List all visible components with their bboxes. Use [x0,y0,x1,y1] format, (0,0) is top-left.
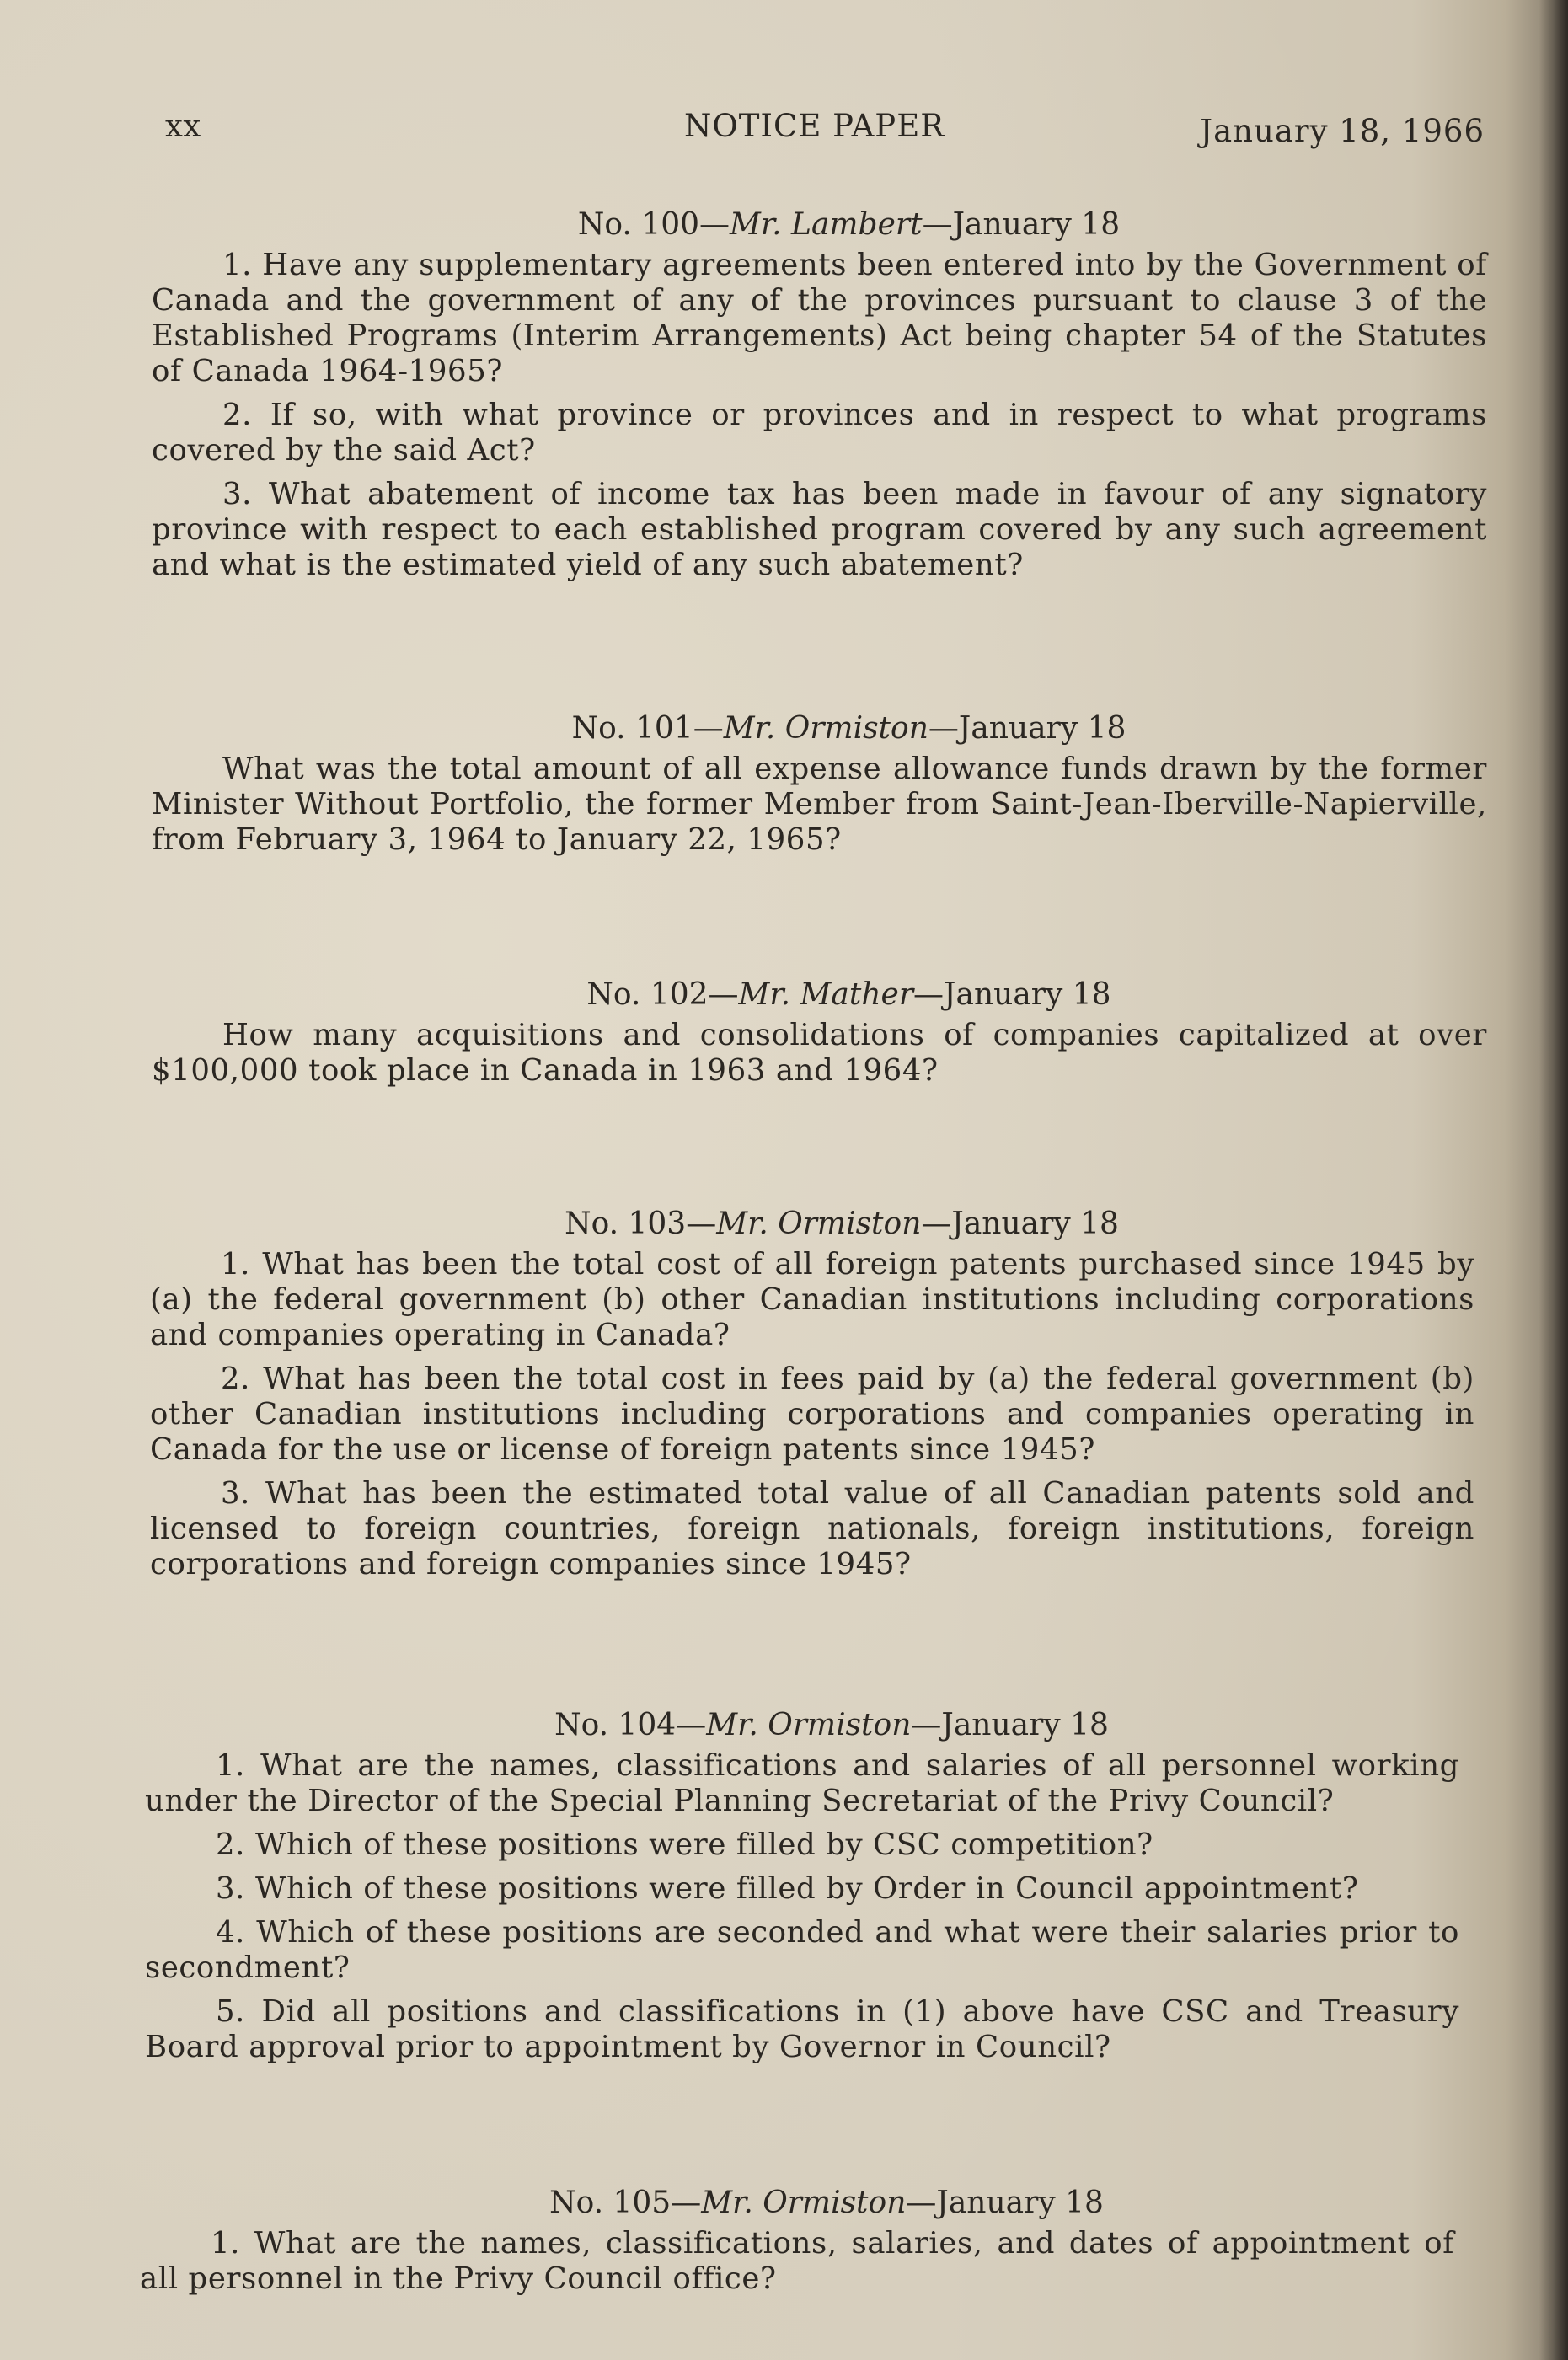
question-105 [140,2184,1454,2305]
question-paragraph: 1. Have any supplementary agreements been entered into by the Government of Canada and the government of any of the provinces pursuant to clause 3 of the Established Programs (Interim Arrangements) Act being chapter 54 of the Statutes of Canada 1964-1965? [152,248,1487,388]
question-heading [150,1205,1474,1244]
question-date: —January 18 [928,711,1126,746]
question-paragraph: 1. What has been the total cost of all foreign patents purchased since 1945 by (a) the federal government (b) other Canadian institutions including corporations and companies operating in Canada? [150,1247,1474,1352]
question-paragraph: 2. If so, with what province or provinces and in respect to what programs covered by the said Act? [152,398,1487,468]
question-heading [145,1706,1459,1745]
question-heading [152,206,1487,244]
question-date: —January 18 [913,977,1111,1012]
question-member: Mr. Mather [738,977,914,1012]
question-date: —January 18 [911,1708,1109,1742]
question-paragraph: 3. Which of these positions were filled by Order in Council appointment? [216,1871,1359,1906]
question-member: Mr. Ormiston [701,2186,907,2220]
question-heading [152,709,1487,748]
question-100 [152,206,1487,591]
question-paragraph: 3. What has been the estimated total value of all Canadian patents sold and licensed to foreign countries, foreign nationals, foreign institutions, foreign corporations and foreign companies since 1945? [150,1476,1474,1581]
question-101 [152,709,1487,866]
question-number: No. 100— [577,207,730,242]
question-102 [152,976,1487,1097]
question-number: No. 102— [586,977,739,1012]
question-number: No. 101— [571,711,724,746]
question-member: Mr. Ormiston [723,711,928,746]
header-title: NOTICE PAPER [684,108,945,144]
header-date: January 18, 1966 [1200,113,1485,149]
question-heading [152,976,1487,1014]
question-number: No. 103— [565,1207,717,1241]
question-date: —January 18 [922,207,1121,242]
question-number: No. 104— [554,1708,707,1742]
question-number: No. 105— [549,2186,702,2220]
question-paragraph: How many acquisitions and consolidations of companies capitalized at over $100,000 took place in Canada in 1963 and 1964? [152,1018,1487,1088]
question-paragraph: 3. What abatement of income tax has been made in favour of any signatory province with respect to each established program covered by any such agreement and what is the estimated yield of any such abatement? [152,477,1487,582]
book-spine-shadow [1539,0,1568,2360]
question-103 [150,1205,1474,1591]
question-paragraph: 1. What are the names, classifications, salaries, and dates of appointment of all personnel in the Privy Council office? [140,2226,1454,2296]
question-paragraph: 2. Which of these positions were filled by CSC competition? [216,1828,1153,1862]
question-member: Mr. Lambert [730,207,923,242]
question-heading [140,2184,1454,2223]
page-number: xx [165,108,201,144]
question-paragraph: 4. Which of these positions are seconded and what were their salaries prior to secondment? [145,1915,1459,1985]
question-104 [145,1706,1459,2074]
running-header [165,108,1485,150]
question-paragraph: 1. What are the names, classifications and salaries of all personnel working under the Director of the Special Planning Secretariat of the Privy Council? [145,1748,1459,1818]
question-member: Mr. Ormiston [716,1207,922,1241]
question-member: Mr. Ormiston [706,1708,912,1742]
question-paragraph: 2. What has been the total cost in fees paid by (a) the federal government (b) other Canadian institutions including corporations and companies operating in Canada for the use or license of foreign patents since 1945? [150,1362,1474,1467]
question-paragraph: What was the total amount of all expense allowance funds drawn by the former Minister Without Portfolio, the former Member from Saint-Jean-Iberville-Napierville, from February 3, 1964 to January 22, 1965? [152,752,1487,857]
question-paragraph: 5. Did all positions and classifications in (1) above have CSC and Treasury Board approval prior to appointment by Governor in Council? [145,1994,1459,2064]
question-date: —January 18 [921,1207,1119,1241]
question-date: —January 18 [906,2186,1104,2220]
